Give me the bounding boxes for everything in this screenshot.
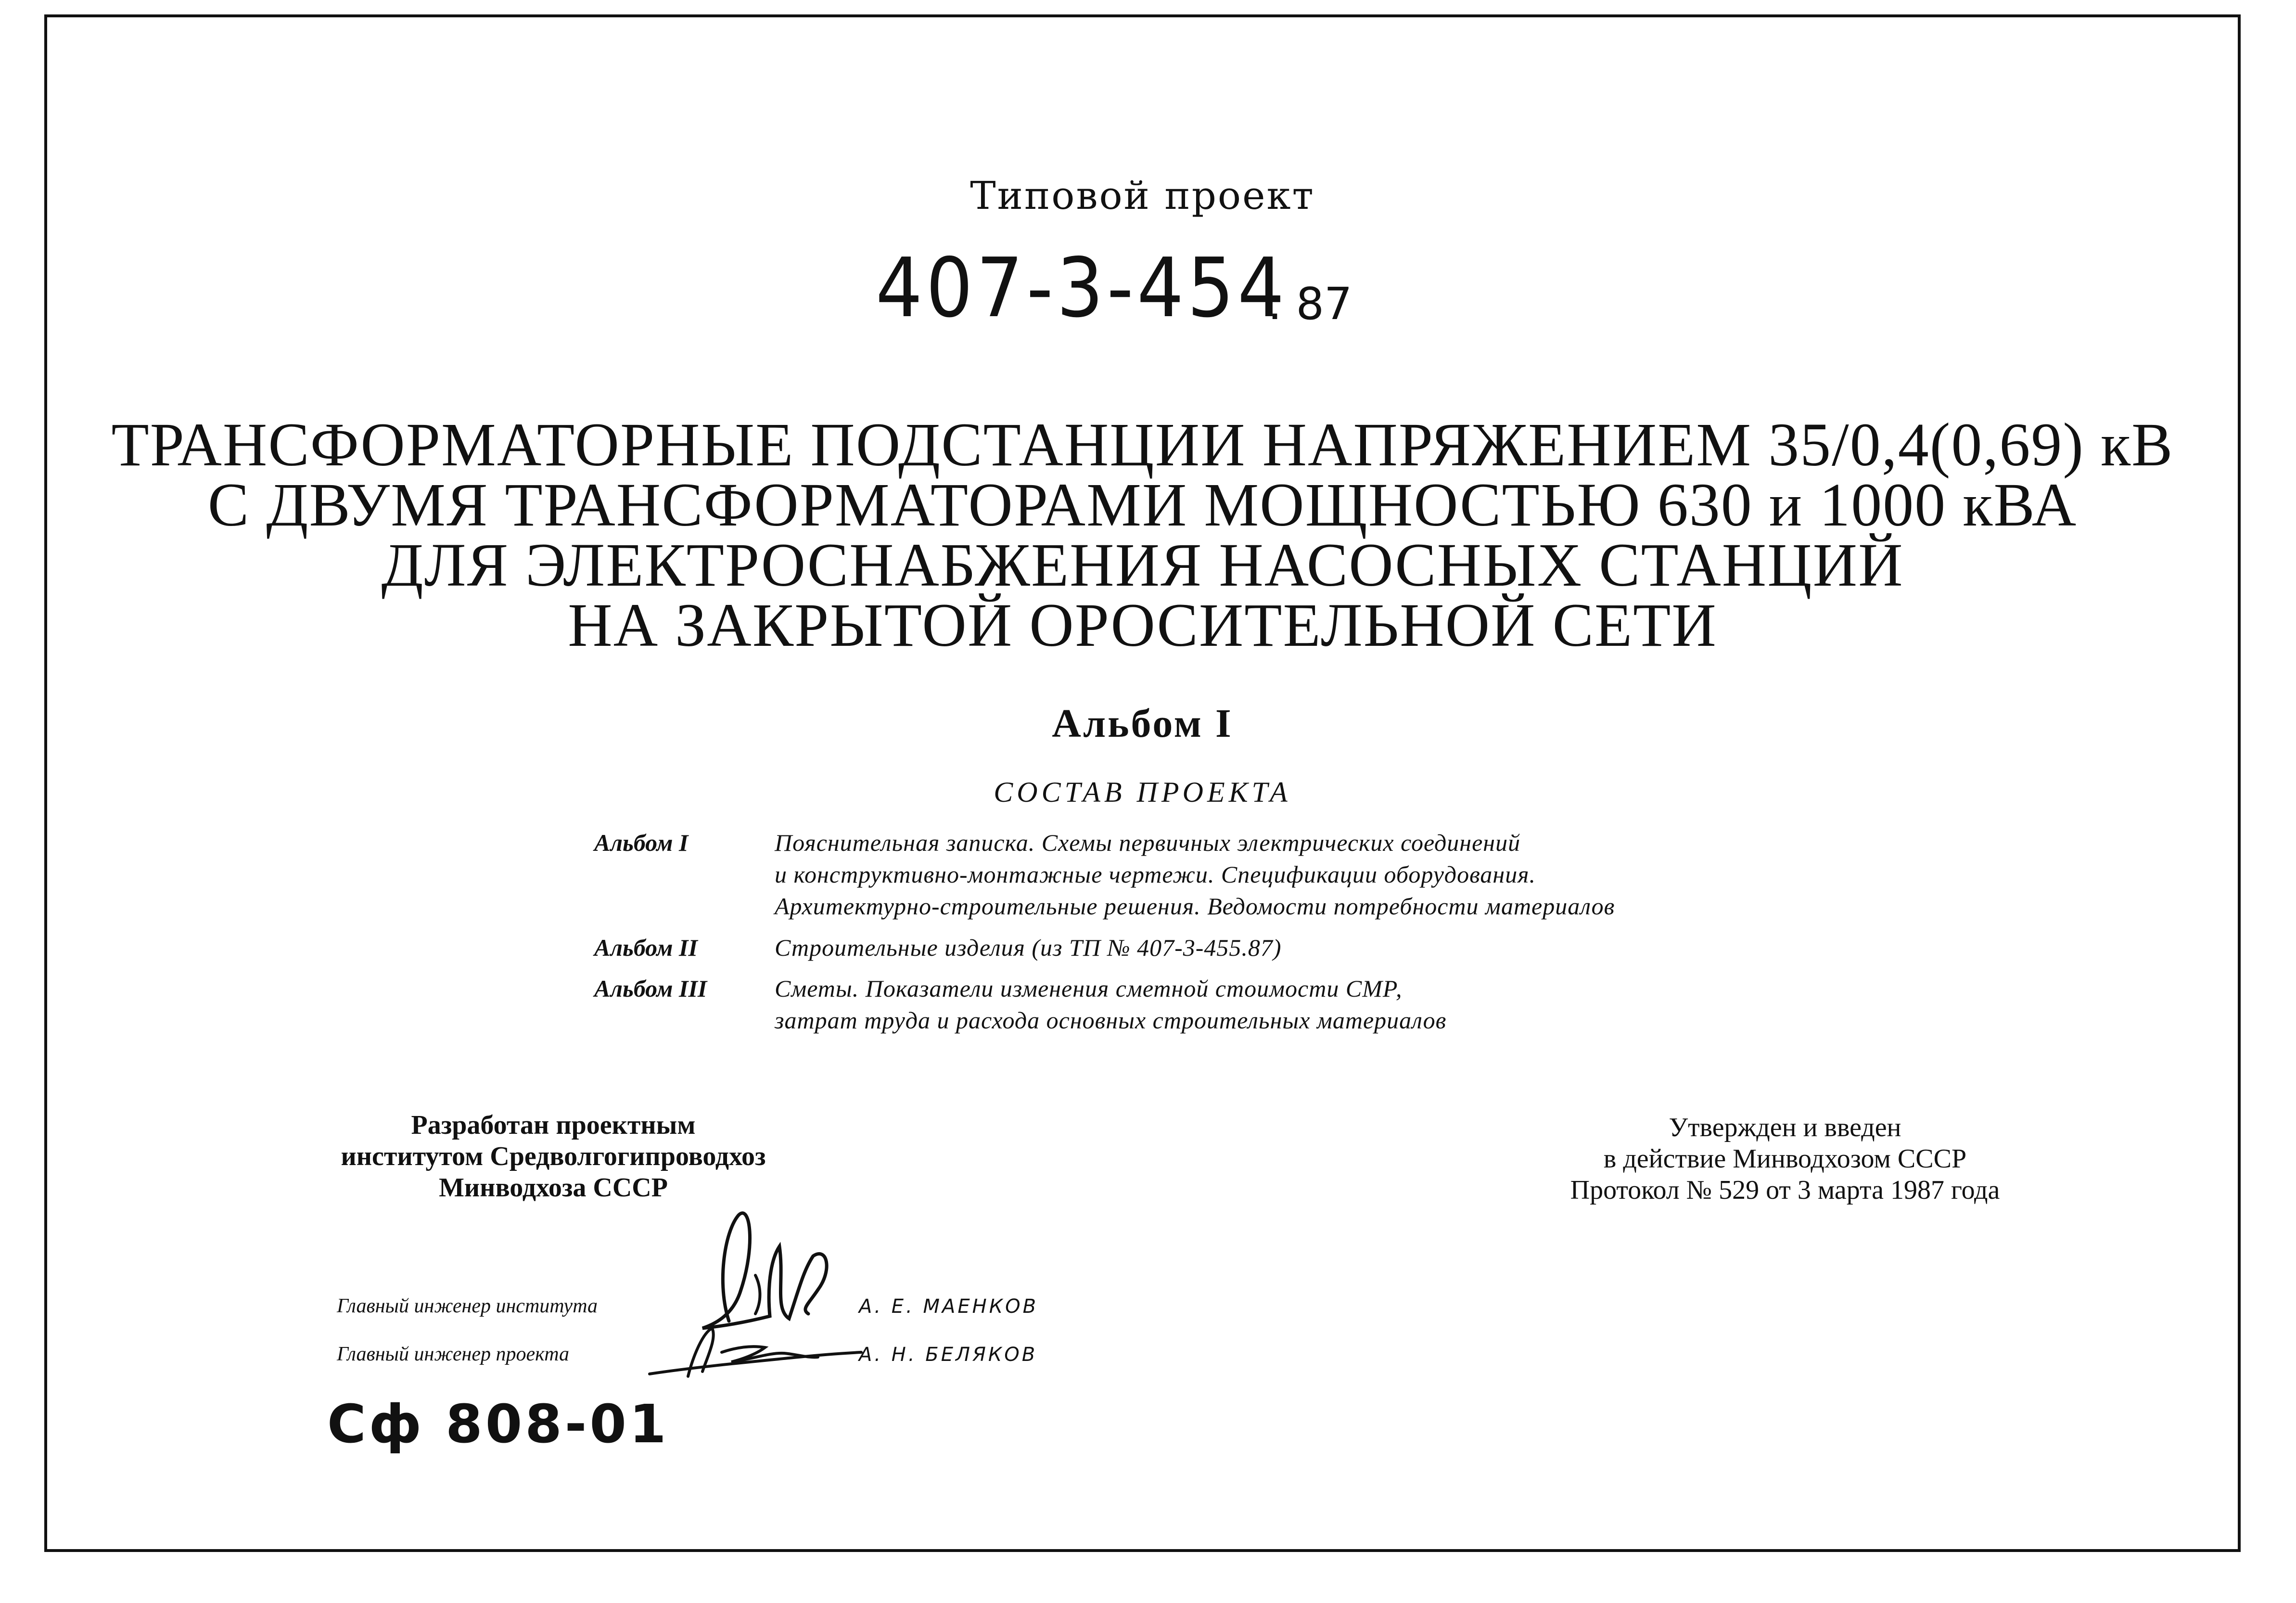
contents-item-line: Архитектурно-строительные решения. Ведомости потребности материалов [775, 893, 1615, 920]
album-heading: Альбом I [1052, 701, 1233, 746]
approval-line: Протокол № 529 от 3 марта 1987 года [1570, 1175, 2000, 1205]
inventory-number: Сф 808-01 [327, 1393, 669, 1455]
title-line-2: С ДВУМЯ ТРАНСФОРМАТОРАМИ МОЩНОСТЬЮ 630 и 1000 кВА [207, 471, 2078, 539]
document-number: 407-3-454 [876, 241, 1288, 336]
contents-item-line: Пояснительная записка. Схемы первичных электрических соединений [775, 829, 1521, 856]
contents-item-line: затрат труда и расхода основных строительных материалов [775, 1007, 1447, 1034]
title-line-3: ДЛЯ ЭЛЕКТРОСНАБЖЕНИЯ НАСОСНЫХ СТАНЦИЙ [381, 531, 1904, 599]
contents-item-label: Альбом III [594, 975, 707, 1002]
contents-item-line: и конструктивно-монтажные чертежи. Спецификации оборудования. [775, 861, 1536, 888]
signature-name: А. Н. БЕЛЯКОВ [859, 1344, 1038, 1366]
contents-item-label: Альбом I [594, 829, 689, 856]
signature-role: Главный инженер института [337, 1295, 598, 1317]
contents-item-line: Сметы. Показатели изменения сметной стоимости СМР, [775, 975, 1403, 1002]
title-line-4: НА ЗАКРЫТОЙ ОРОСИТЕЛЬНОЙ СЕТИ [568, 591, 1717, 659]
document-type-label: Типовой проект [970, 173, 1315, 218]
document-year: . 87 [1268, 278, 1352, 330]
developer-line: Минводхоза СССР [439, 1173, 668, 1203]
approval-line: Утвержден и введен [1669, 1113, 1901, 1142]
contents-heading: СОСТАВ ПРОЕКТА [994, 776, 1291, 808]
contents-item-line: Строительные изделия (из ТП № 407-3-455.87) [775, 934, 1282, 961]
title-line-1: ТРАНСФОРМАТОРНЫЕ ПОДСТАНЦИИ НАПРЯЖЕНИЕМ 35/0,4(0,69) кВ [111, 410, 2174, 479]
approval-line: в действие Минводхозом СССР [1603, 1144, 1967, 1174]
signature-role: Главный инженер проекта [337, 1343, 570, 1365]
contents-item-label: Альбом II [594, 934, 698, 961]
signature-name: А. Е. МАЕНКОВ [859, 1295, 1039, 1318]
signature-2-icon [640, 1319, 866, 1386]
developer-line: институтом Средволгогипроводхоз [341, 1141, 766, 1171]
developer-line: Разработан проектным [411, 1110, 696, 1140]
